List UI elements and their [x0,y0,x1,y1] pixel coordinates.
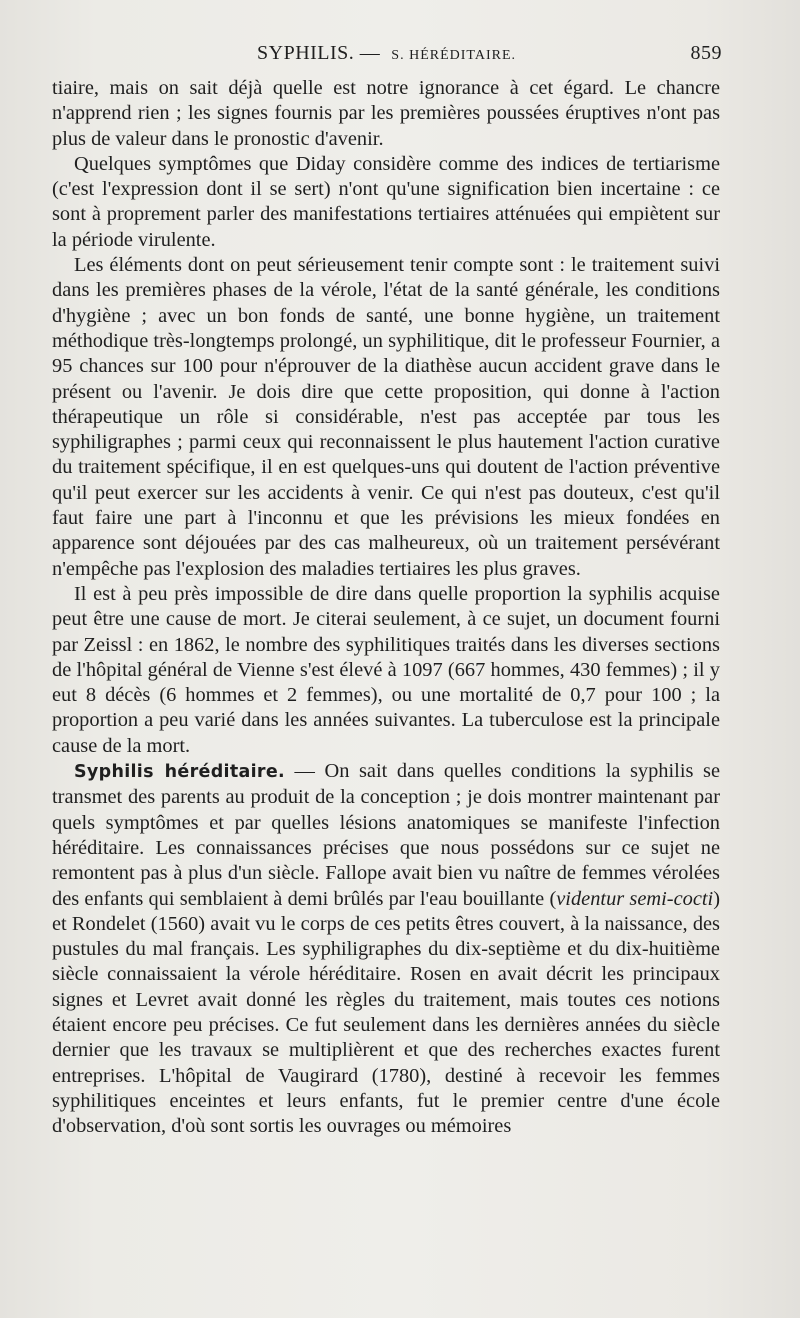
paragraph: Quelques symptômes que Diday considère comme des indices de tertiarisme (c'est l'expression dont il se sert) n'ont qu'une signification bien incertaine : ce sont à proprement parler des manifestations tertiaires atténuées qui empiètent sur la période virulente. [52,152,720,251]
running-title-right: S. HÉRÉDITAIRE. [391,48,516,63]
section-paragraph [52,759,720,1139]
section-heading: Syphilis héréditaire. [74,762,285,783]
page-number: 859 [690,42,722,64]
body-text [52,76,720,1139]
running-title [257,42,516,65]
running-header [52,40,722,70]
paragraph: Il est à peu près impossible de dire dans quelle proportion la syphilis acquise peut être une cause de mort. Je citerai seulement, à ce sujet, un document fourni par Zeissl : en 1862, le nombre des syphilitiques traités dans les diverses sections de l'hôpital général de Vienne s'est élevé à 1097 (667 hommes, 430 femmes) ; il y eut 8 décès (6 hommes et 2 femmes), ou une mortalité de 0,7 pour 100 ; la proportion a peu varié dans les années suivantes. La tuberculose est la principale cause de la mort. [52,582,720,757]
section-text-part-2: ) et Rondelet (1560) avait vu le corps de ces petits êtres couvert, à la naissance, des pustules du mal français. Les syphiligraphes du dix-septième et du dix-huitième siècle connaissaient la vérole héréditaire. Rosen en avait décrit les principaux signes et Levret avait donné les règles du traitement, mais toutes ces notions étaient encore peu précises. Ce fut seulement dans les dernières années du siècle dernier que les travaux se multiplièrent et que des recherches exactes furent entreprises. L'hôpital de Vaugirard (1780), destiné à recevoir les femmes syphilitiques enceintes et leurs enfants, fut le premier centre d'une école d'observation, d'où sont sortis les ouvrages ou mémoires [52,887,721,1138]
paragraph-continued: tiaire, mais on sait déjà quelle est notre ignorance à cet égard. Le chancre n'apprend rien ; les signes fournis par les premières poussées éruptives n'ont pas plus de valeur dans le pronostic d'avenir. [52,77,720,150]
running-title-left: SYPHILIS. — [257,42,381,64]
paragraph: Les éléments dont on peut sérieusement tenir compte sont : le traitement suivi dans les premières phases de la vérole, l'état de la santé générale, les conditions d'hygiène ; avec un bon fonds de santé, une bonne hygiène, un traitement méthodique très-longtemps prolongé, un syphilitique, dit le professeur Fournier, a 95 chances sur 100 pour n'éprouver de la diathèse aucun accident grave dans le présent ou l'avenir. Je dois dire que cette proposition, qui donne à l'action thérapeutique un rôle si considérable, n'est pas acceptée par tous les syphiligraphes ; parmi ceux qui reconnaissent le plus hautement l'action curative du traitement spécifique, il en est quelques-uns qui doutent de l'action préventive qu'il peut exercer sur les accidents à venir. Ce qui n'est pas douteux, c'est qu'il faut faire une part à l'inconnu et que les prévisions les mieux fondées en apparence sont déjouées par des cas malheureux, où un traitement persévérant n'empêche pas l'explosion des maladies tertiaires les plus graves. [52,254,720,580]
section-text-part-1: — On sait dans quelles conditions la syphilis se transmet des parents au produit de la conception ; je dois montrer maintenant par quels symptômes et par quelles lésions anatomiques se manifeste l'infection héréditaire. Les connaissances précises que nous possédons sur ce sujet ne remontent pas à plus d'un siècle. Fallope avait bien vu naître de femmes vérolées des enfants qui semblaient à demi brûlés par l'eau bouillante ( [52,760,720,910]
latin-phrase: videntur semi-cocti [556,887,714,910]
